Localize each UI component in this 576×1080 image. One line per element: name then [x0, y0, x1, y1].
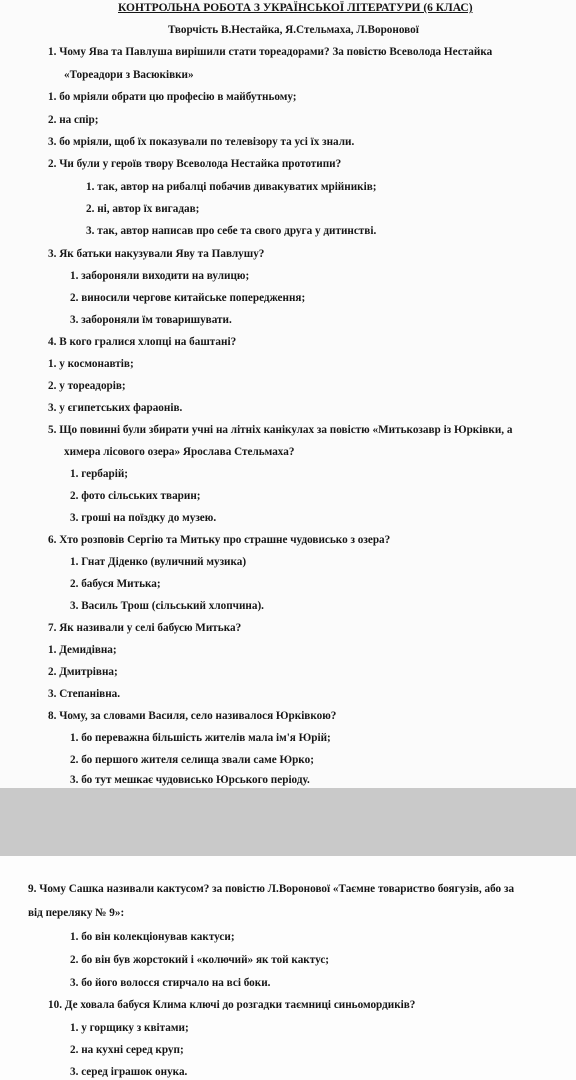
question-4: 4. В кого гралися хлопці на баштані? [48, 336, 237, 348]
question-3: 3. Як батьки накузували Яву та Павлушу? [48, 248, 265, 260]
answer-4-1: 1. у космонавтів; [48, 358, 134, 370]
answer-10-3: 3. серед іграшок онука. [70, 1066, 188, 1078]
answer-6-1: 1. Гнат Діденко (вуличний музика) [70, 556, 247, 568]
question-9: 9. Чому Сашка називали кактусом? за повістю Л.Воронової «Таємне товариство боягузів, або за [28, 883, 515, 895]
answer-5-3: 3. гроші на поїздку до музею. [70, 512, 217, 524]
answer-3-3: 3. забороняли їм товаришувати. [70, 314, 232, 326]
answer-3-1: 1. забороняли виходити на вулицю; [70, 270, 250, 282]
answer-10-2: 2. на кухні серед круп; [70, 1044, 184, 1056]
question-2: 2. Чи були у героїв твору Всеволода Нестайка прототипи? [48, 158, 342, 170]
answer-7-1: 1. Демидівна; [48, 644, 117, 656]
question-5-cont: химера лісового озера» Ярослава Стельмаха? [64, 446, 295, 458]
page-gap [0, 788, 576, 856]
answer-6-3: 3. Василь Трош (сільський хлопчина). [70, 600, 264, 612]
answer-3-2: 2. виносили чергове китайське попередження; [70, 292, 306, 304]
answer-4-2: 2. у тореадорів; [48, 380, 126, 392]
answer-5-2: 2. фото сільських тварин; [70, 490, 201, 502]
answer-4-3: 3. у єгипетських фараонів. [48, 402, 183, 414]
question-6: 6. Хто розповів Сергію та Митьку про страшне чудовисько з озера? [48, 534, 391, 546]
question-7: 7. Як називали у селі бабусю Митька? [48, 622, 242, 634]
answer-8-1: 1. бо переважна більшість жителів мала ім'я Юрій; [70, 732, 331, 744]
answer-5-1: 1. гербарій; [70, 468, 128, 480]
answer-7-3: 3. Степанівна. [48, 688, 121, 700]
question-1: 1. Чому Ява та Павлуша вирішили стати тореадорами? За повістю Всеволода Нестайка [48, 46, 493, 58]
answer-1-2: 2. на спір; [48, 114, 99, 126]
answer-2-3: 3. так, автор написав про себе та свого друга у дитинстві. [86, 225, 377, 237]
answer-9-3: 3. бо його волосся стирчало на всі боки. [70, 977, 271, 989]
answer-8-2: 2. бо першого жителя селища звали саме Юрко; [70, 754, 314, 766]
answer-9-1: 1. бо він колекціонував кактуси; [70, 931, 235, 943]
question-5: 5. Що повинні були збирати учні на літніх канікулах за повістю «Митькозавр із Юрківки, а [48, 424, 513, 436]
answer-9-2: 2. бо він був жорстокий і «колючий» як той кактус; [70, 954, 330, 966]
answer-6-2: 2. бабуся Митька; [70, 578, 161, 590]
answer-1-3: 3. бо мріяли, щоб їх показували по телевізору та усі їх знали. [48, 136, 355, 148]
page-subtitle: Творчість В.Нестайка, Я.Стельмаха, Л.Воронової [168, 24, 419, 36]
answer-2-1: 1. так, автор на рибалці побачив дивакуватих мрійників; [86, 181, 377, 193]
question-10: 10. Де ховала бабуся Клима ключі до розгадки таємниці синьомордиків? [48, 999, 416, 1011]
question-1-cont: «Тореадори з Васюківки» [64, 69, 194, 81]
answer-10-1: 1. у горщику з квітами; [70, 1022, 189, 1034]
question-9-cont: від переляку № 9»: [28, 907, 125, 919]
answer-1-1: 1. бо мріяли обрати цю професію в майбутньому; [48, 91, 297, 103]
question-8: 8. Чому, за словами Василя, село називалося Юрківкою? [48, 710, 337, 722]
answer-8-3: 3. бо тут мешкає чудовисько Юрського періоду. [70, 774, 310, 786]
answer-2-2: 2. ні, автор їх вигадав; [86, 203, 200, 215]
page-2 [0, 856, 576, 1080]
page-title: КОНТРОЛЬНА РОБОТА З УКРАЇНСЬКОЇ ЛІТЕРАТУРИ (6 КЛАС) [118, 2, 473, 14]
answer-7-2: 2. Дмитрівна; [48, 666, 118, 678]
